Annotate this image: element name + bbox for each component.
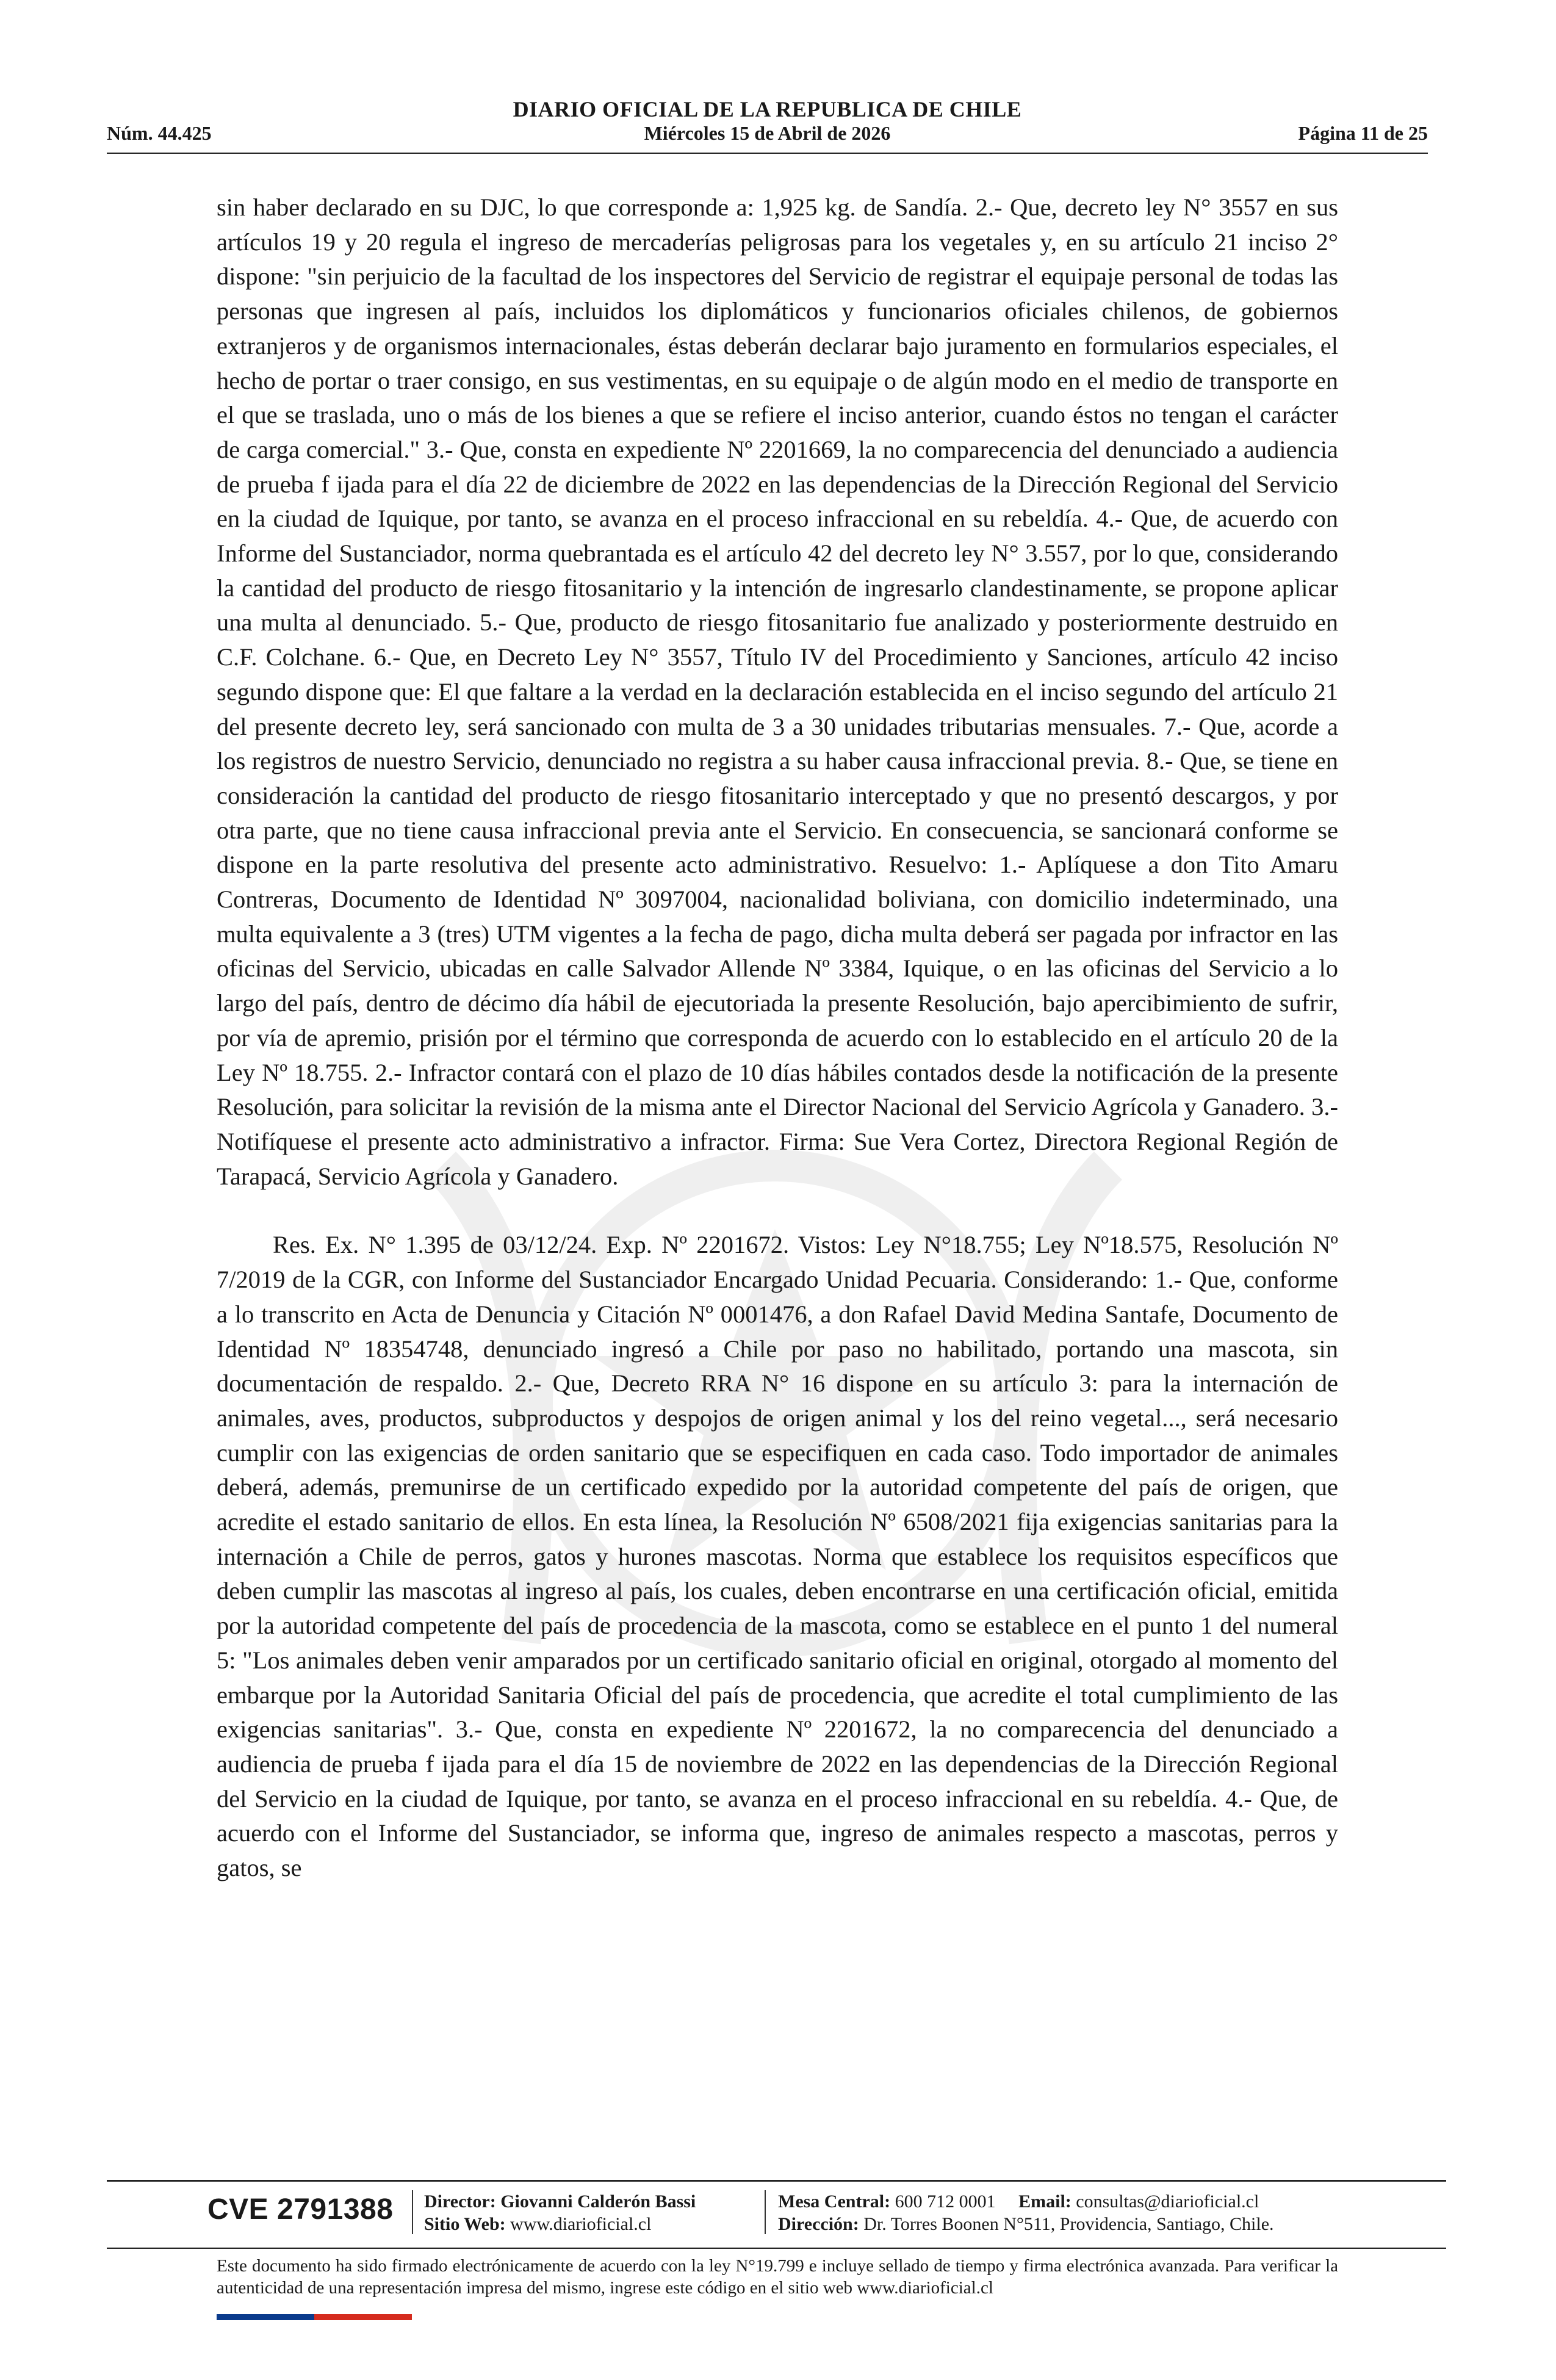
footer-contact-block <box>778 2190 1274 2235</box>
footer-info <box>107 2188 1446 2243</box>
header-divider <box>107 153 1428 154</box>
flag-blue-stripe <box>217 2314 314 2320</box>
email-label: Email: <box>1018 2191 1072 2212</box>
address-label: Dirección: <box>778 2214 859 2234</box>
address-line <box>778 2213 1274 2235</box>
email-link[interactable]: consultas@diarioficial.cl <box>1076 2191 1259 2212</box>
website-label: Sitio Web: <box>424 2214 506 2234</box>
director-name: Giovanni Calderón Bassi <box>500 2191 696 2212</box>
footer-separator <box>412 2190 413 2234</box>
body-paragraph: sin haber declarado en su DJC, lo que corresponde a: 1,925 kg. de Sandía. 2.- Que, decreto ley N° 3557 en sus artículos 19 y 20 regula el ingreso de mercaderías peligrosas para los vegetales y, en su artículo 21 inciso 2° dispone: "sin perjuicio de la facultad de los inspectores del Servicio de registrar el equipaje personal de todas las personas que ingresen al país, incluidos los diplomáticos y funcionarios oficiales chilenos, de gobiernos extranjeros y de organismos internacionales, éstas deberán declarar bajo juramento en formularios especiales, el hecho de portar o traer consigo, en sus vestimentas, en su equipaje o de algún modo en el medio de transporte en el que se traslada, uno o más de los bienes a que se refiere el inciso anterior, cuando éstos no tengan el carácter de carga comercial." 3.- Que, consta en expediente Nº 2201669, la no comparecencia del denunciado a audiencia de prueba f ijada para el día 22 de diciembre de 2022 en las dependencias de la Dirección Regional del Servicio en la ciudad de Iquique, por tanto, se avanza en el proceso infraccional en su rebeldía. 4.- Que, de acuerdo con Informe del Sustanciador, norma quebrantada es el artículo 42 del decreto ley N° 3.557, por lo que, considerando la cantidad del producto de riesgo fitosanitario y la intención de ingresarlo clandestinamente, se propone aplicar una multa al denunciado. 5.- Que, producto de riesgo fitosanitario fue analizado y posteriormente destruido en C.F. Colchane. 6.- Que, en Decreto Ley N° 3557, Título IV del Procedimiento y Sanciones, artículo 42 inciso segundo dispone que: El que faltare a la verdad en la declaración establecida en el inciso segundo del artículo 21 del presente decreto ley, será sancionado con multa de 3 a 30 unidades tributarias mensuales. 7.- Que, acorde a los registros de nuestro Servicio, denunciado no registra a su haber causa infraccional previa. 8.- Que, se tiene en consideración la cantidad del producto de riesgo fitosanitario interceptado y que no presentó descargos, y por otra parte, que no tiene causa infraccional previa ante el Servicio. En consecuencia, se sancionará conforme se dispone en la parte resolutiva del presente acto administrativo. Resuelvo: 1.- Aplíquese a don Tito Amaru Contreras, Documento de Identidad Nº 3097004, nacionalidad boliviana, con domicilio indeterminado, una multa equivalente a 3 (tres) UTM vigentes a la fecha de pago, dicha multa deberá ser pagada por infractor en las oficinas del Servicio, ubicadas en calle Salvador Allende Nº 3384, Iquique, o en las oficinas del Servicio a lo largo del país, dentro de décimo día hábil de ejecutoriada la presente Resolución, bajo apercibimiento de sufrir, por vía de apremio, prisión por el término que corresponda de acuerdo con lo establecido en el artículo 20 de la Ley Nº 18.755. 2.- Infractor contará con el plazo de 10 días hábiles contados desde la notificación de la presente Resolución, para solicitar la revisión de la misma ante el Director Nacional del Servicio Agrícola y Ganadero. 3.- Notifíquese el presente acto administrativo a infractor. Firma: Sue Vera Cortez, Directora Regional Región de Tarapacá, Servicio Agrícola y Ganadero. <box>217 193 1338 1190</box>
website-line <box>424 2213 696 2235</box>
footer-divider <box>107 2180 1446 2182</box>
cve-code: CVE 2791388 <box>207 2193 394 2226</box>
flag-red-stripe <box>314 2314 412 2320</box>
mesa-phone: 600 712 0001 <box>895 2191 996 2212</box>
director-label: Director: <box>424 2191 496 2212</box>
contact-line <box>778 2190 1274 2213</box>
issue-date: Miércoles 15 de Abril de 2026 <box>644 122 891 144</box>
page-header <box>107 92 1428 153</box>
address-text: Dr. Torres Boonen N°511, Providencia, Santiago, Chile. <box>863 2214 1274 2234</box>
mesa-label: Mesa Central: <box>778 2191 891 2212</box>
footer-separator <box>765 2190 766 2234</box>
publication-title: DIARIO OFICIAL DE LA REPUBLICA DE CHILE <box>513 97 1022 121</box>
page-indicator: Página 11 de 25 <box>1298 122 1428 144</box>
electronic-signature-disclaimer: Este documento ha sido firmado electrónicamente de acuerdo con la ley N°19.799 e incluye sellado de tiempo y firma electrónica avanzada. Para verificar la autenticidad de una representación impresa del mismo, ingrese este código en el sitio web www.diarioficial.cl <box>217 2256 1338 2298</box>
document-body <box>217 190 1338 1886</box>
website-link[interactable]: www.diarioficial.cl <box>510 2214 652 2234</box>
footer-divider <box>107 2248 1446 2249</box>
chile-flag-bar <box>217 2314 412 2320</box>
director-line <box>424 2190 696 2213</box>
issue-number: Núm. 44.425 <box>107 122 212 144</box>
footer-director-block <box>424 2190 696 2235</box>
body-paragraph: Res. Ex. N° 1.395 de 03/12/24. Exp. Nº 2201672. Vistos: Ley N°18.755; Ley Nº18.575, Resolución Nº 7/2019 de la CGR, con Informe del Sustanciador Encargado Unidad Pecuaria. Considerando: 1.- Que, conforme a lo transcrito en Acta de Denuncia y Citación Nº 0001476, a don Rafael David Medina Santafe, Documento de Identidad Nº 18354748, denunciado ingresó a Chile por paso no habilitado, portando una mascota, sin documentación de respaldo. 2.- Que, Decreto RRA N° 16 dispone en su artículo 3: para la internación de animales, aves, productos, subproductos y despojos de origen animal y los del reino vegetal..., será necesario cumplir con las exigencias de orden sanitario que se especifiquen en cada caso. Todo importador de animales deberá, además, premunirse de un certificado expedido por la autoridad competente del país de origen, que acredite el estado sanitario de ellos. En esta línea, la Resolución Nº 6508/2021 fija exigencias sanitarias para la internación a Chile de perros, gatos y hurones mascotas. Norma que establece los requisitos específicos que deben cumplir las mascotas al ingreso al país, los cuales, deben encontrarse en una certificación oficial, emitida por la autoridad competente del país de procedencia de la mascota, como se establece en el punto 1 del numeral 5: "Los animales deben venir amparados por un certificado sanitario oficial en original, otorgado al momento del embarque por la Autoridad Sanitaria Oficial del país de procedencia, que acredite el total cumplimiento de las exigencias sanitarias". 3.- Que, consta en expediente Nº 2201672, la no comparecencia del denunciado a audiencia de prueba f ijada para el día 15 de noviembre de 2022 en las dependencias de la Dirección Regional del Servicio en la ciudad de Iquique, por tanto, se avanza en el proceso infraccional en su rebeldía. 4.- Que, de acuerdo con el Informe del Sustanciador, se informa que, ingreso de animales respecto a mascotas, perros y gatos, se <box>217 1231 1338 1882</box>
